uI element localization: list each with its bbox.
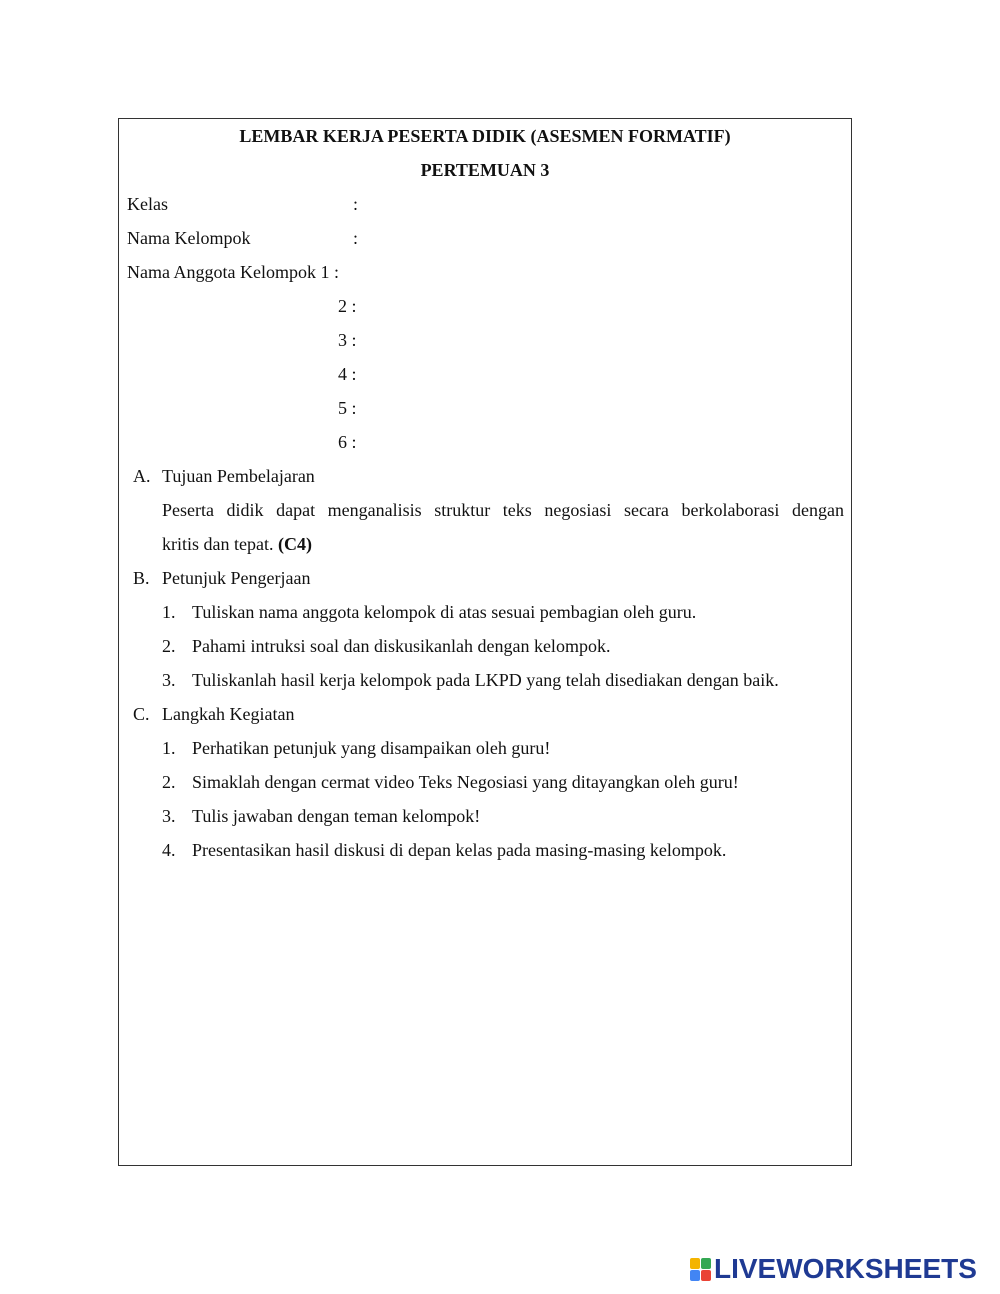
- member-4-label: 4 :: [338, 364, 357, 384]
- nama-kelompok-label: Nama Kelompok: [127, 228, 251, 248]
- nama-kelompok-colon: :: [353, 228, 359, 248]
- list-item: Pahami intruksi soal dan diskusikanlah dengan kelompok.: [192, 636, 611, 656]
- list-item: Perhatikan petunjuk yang disampaikan oleh guru!: [192, 738, 551, 758]
- meeting-subtitle: PERTEMUAN 3: [420, 160, 550, 180]
- nama-anggota-label: Nama Anggota Kelompok 1 :: [127, 262, 339, 282]
- list-item-number: 3.: [162, 670, 176, 690]
- section-a-letter: A.: [133, 466, 151, 486]
- section-c-title: Langkah Kegiatan: [162, 704, 295, 724]
- member-5-label: 5 :: [338, 398, 357, 418]
- list-item: Tuliskanlah hasil kerja kelompok pada LKPD yang telah disediakan dengan baik.: [192, 670, 779, 690]
- worksheet-frame: [118, 118, 852, 1166]
- member-2-label: 2 :: [338, 296, 357, 316]
- list-item-number: 2.: [162, 772, 176, 792]
- list-item-number: 4.: [162, 840, 176, 860]
- section-a-paragraph-text: kritis dan tepat.: [162, 534, 274, 554]
- list-item: Presentasikan hasil diskusi di depan kelas pada masing-masing kelompok.: [192, 840, 727, 860]
- list-item: Simaklah dengan cermat video Teks Negosiasi yang ditayangkan oleh guru!: [192, 772, 739, 792]
- section-a-paragraph-line2: [162, 527, 312, 561]
- list-item-number: 1.: [162, 738, 176, 758]
- liveworksheets-logo: [690, 1252, 977, 1286]
- section-b-letter: B.: [133, 568, 150, 588]
- liveworksheets-logo-text: LIVEWORKSHEETS: [714, 1253, 977, 1284]
- list-item: Tulis jawaban dengan teman kelompok!: [192, 806, 481, 826]
- kelas-label: Kelas: [127, 194, 168, 214]
- worksheet-title: LEMBAR KERJA PESERTA DIDIK (ASESMEN FORMATIF): [239, 126, 731, 146]
- section-a-title: Tujuan Pembelajaran: [162, 466, 315, 486]
- section-b-title: Petunjuk Pengerjaan: [162, 568, 311, 588]
- cognitive-level-badge: (C4): [277, 534, 312, 554]
- list-item-number: 3.: [162, 806, 176, 826]
- section-a-paragraph-line1: Peserta didik dapat menganalisis struktur teks negosiasi secara berkolaborasi dengan: [162, 500, 844, 520]
- section-c-letter: C.: [133, 704, 150, 724]
- member-3-label: 3 :: [338, 330, 357, 350]
- list-item-number: 1.: [162, 602, 176, 622]
- kelas-colon: :: [353, 194, 359, 214]
- member-6-label: 6 :: [338, 432, 357, 452]
- list-item: Tuliskan nama anggota kelompok di atas sesuai pembagian oleh guru.: [192, 602, 697, 622]
- list-item-number: 2.: [162, 636, 176, 656]
- liveworksheets-logo-icon: [690, 1258, 711, 1281]
